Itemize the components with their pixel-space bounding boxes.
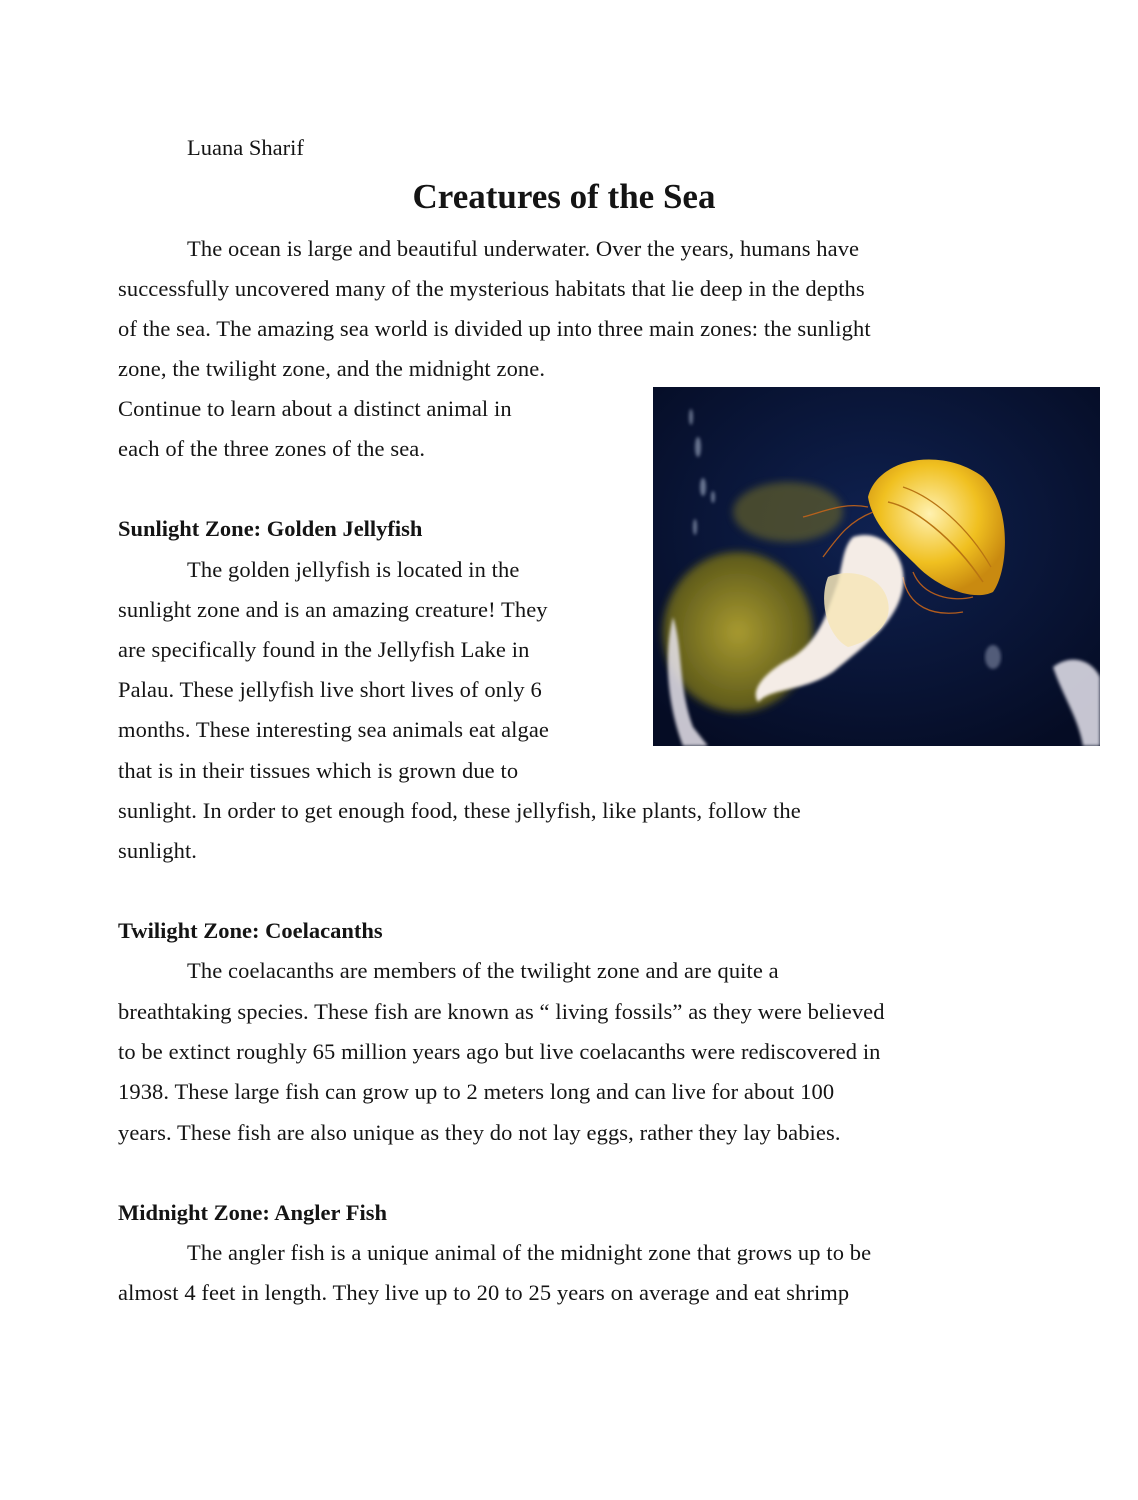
section-line: years. These fish are also unique as they do not lay eggs, rather they lay babies.	[118, 1120, 841, 1145]
section-line: 1938. These large fish can grow up to 2 meters long and can live for about 100	[118, 1079, 835, 1104]
jellyfish-illustration-icon	[653, 387, 1100, 746]
intro-line: zone, the twilight zone, and the midnight zone.	[118, 356, 546, 381]
intro-line: Continue to learn about a distinct animal in	[118, 396, 512, 421]
section-line: that is in their tissues which is grown due to	[118, 758, 519, 783]
intro-line: The ocean is large and beautiful underwater. Over the years, humans have	[187, 236, 860, 261]
section-line: The angler fish is a unique animal of the midnight zone that grows up to be	[187, 1240, 872, 1265]
jellyfish-image	[653, 387, 1100, 746]
section-line: Palau. These jellyfish live short lives of only 6	[118, 677, 542, 702]
section-line: sunlight.	[118, 838, 198, 863]
intro-line: of the sea. The amazing sea world is divided up into three main zones: the sunlight	[118, 316, 871, 341]
section-line: sunlight. In order to get enough food, these jellyfish, like plants, follow the	[118, 798, 801, 823]
section-line: months. These interesting sea animals eat algae	[118, 717, 550, 742]
page-title: Creatures of the Sea	[412, 177, 716, 216]
intro-line: each of the three zones of the sea.	[118, 436, 426, 461]
section-line: almost 4 feet in length. They live up to 20 to 25 years on average and eat shrimp	[118, 1280, 850, 1305]
section-line: The golden jellyfish is located in the	[187, 557, 520, 582]
section-line: breathtaking species. These fish are known as “ living fossils” as they were believed	[118, 999, 885, 1024]
section-line: are specifically found in the Jellyfish Lake in	[118, 637, 530, 662]
section-line: to be extinct roughly 65 million years ago but live coelacanths were rediscovered in	[118, 1039, 881, 1064]
intro-line: successfully uncovered many of the mysterious habitats that lie deep in the depths	[118, 276, 865, 301]
author-name: Luana Sharif	[187, 135, 304, 160]
section-heading-sunlight: Sunlight Zone: Golden Jellyfish	[118, 516, 423, 541]
section-heading-twilight: Twilight Zone: Coelacanths	[118, 918, 383, 943]
section-line: The coelacanths are members of the twilight zone and are quite a	[187, 958, 779, 983]
section-heading-midnight: Midnight Zone: Angler Fish	[118, 1200, 388, 1225]
section-line: sunlight zone and is an amazing creature! They	[118, 597, 548, 622]
